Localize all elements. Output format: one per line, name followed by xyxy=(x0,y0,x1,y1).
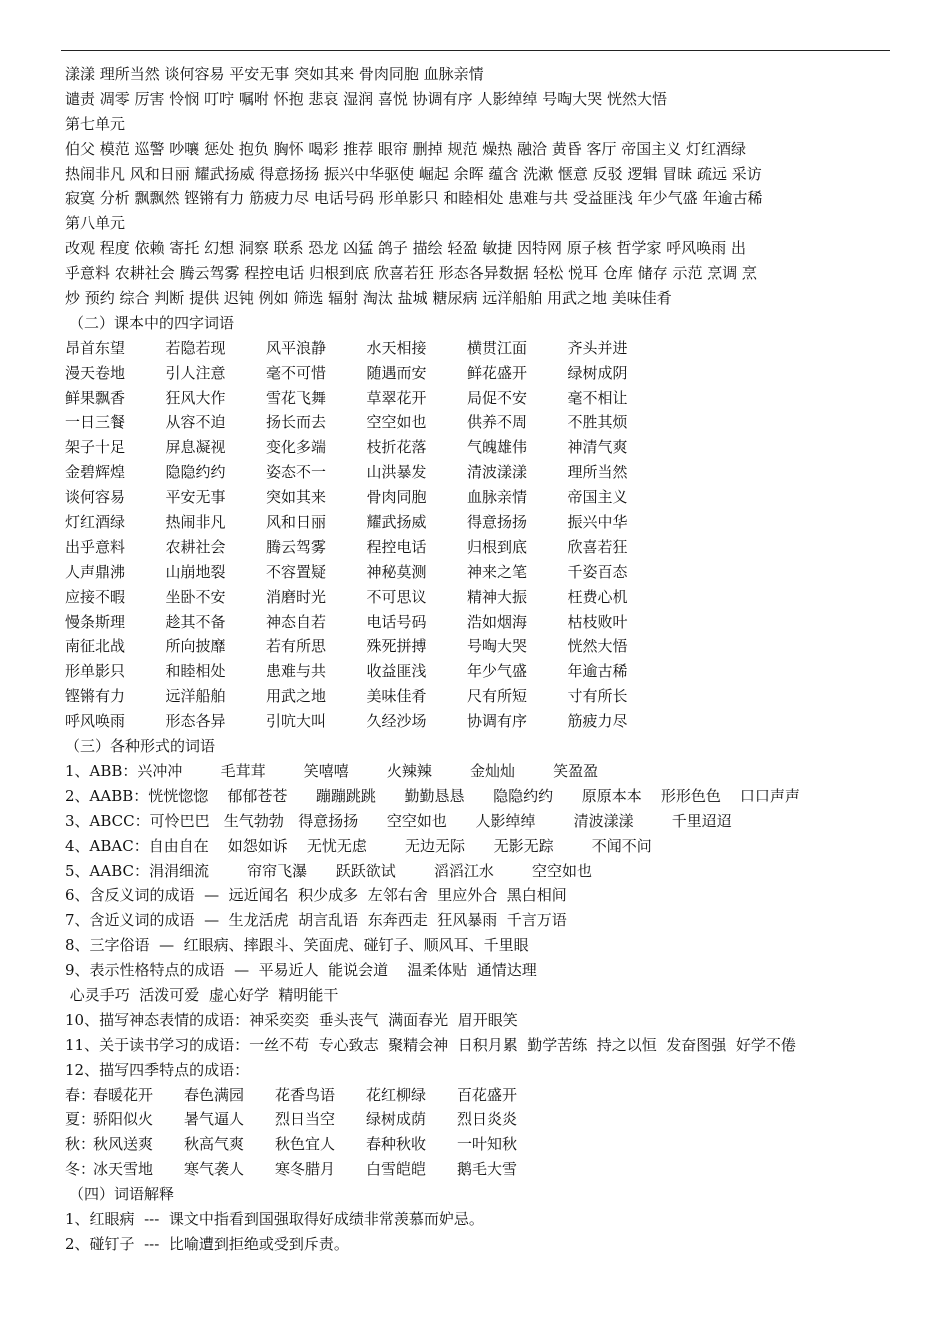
idiom-cell: 出乎意料 xyxy=(65,537,126,556)
idiom-cell: 热闹非凡 xyxy=(165,513,226,532)
season-row xyxy=(65,1083,890,1108)
idiom-cell: 筋疲力尽 xyxy=(567,712,628,731)
four-character-idiom-grid xyxy=(65,336,890,734)
idiom-cell: 殊死拼搏 xyxy=(366,637,427,656)
idiom-cell: 年少气盛 xyxy=(467,662,528,681)
idiom-cell: 腾云驾雾 xyxy=(266,537,327,556)
text-line: 乎意料 农耕社会 腾云驾雾 程控电话 归根到底 欣喜若狂 形态各异数据 轻松 悦耳 仓库 储存 示范 烹调 烹 xyxy=(65,264,757,283)
idiom-cell: 昂首东望 xyxy=(65,338,126,357)
idiom-cell: 寸有所长 xyxy=(567,687,628,706)
idiom-cell: 电话号码 xyxy=(366,612,427,631)
idiom-cell: 不容置疑 xyxy=(266,562,327,581)
text-line: 7、含近义词的成语 — 生龙活虎 胡言乱语 东奔西走 狂风暴雨 千言万语 xyxy=(65,911,567,930)
idiom-cell: 引人注意 xyxy=(165,363,226,382)
idiom-cell: 神来之笔 xyxy=(467,562,528,581)
unit8-title: 第八单元 xyxy=(65,214,126,233)
idiom-cell: 神态自若 xyxy=(266,612,327,631)
season-idiom: 烈日炎炎 xyxy=(457,1110,518,1129)
idiom-row xyxy=(65,410,890,435)
idiom-cell: 金碧辉煌 xyxy=(65,463,126,482)
season-idiom: 一叶知秋 xyxy=(457,1135,518,1154)
idiom-cell: 不胜其烦 xyxy=(567,413,628,432)
season-idiom: 寒冬腊月 xyxy=(275,1160,336,1179)
idiom-row xyxy=(65,560,890,585)
idiom-row xyxy=(65,460,890,485)
text-line: 2、碰钉子 --- 比喻遭到拒绝或受到斥责。 xyxy=(65,1234,349,1253)
text-line: 1、红眼病 --- 课文中指看到国强取得好成绩非常羡慕而妒忌。 xyxy=(65,1209,484,1228)
idiom-cell: 若有所思 xyxy=(266,637,327,656)
idiom-cell: 浩如烟海 xyxy=(467,612,528,631)
text-line: 11、关于读书学习的成语：一丝不苟 专心致志 聚精会神 日积月累 勤学苦练 持之以恒 发奋图强 好学不倦 xyxy=(65,1035,796,1054)
idiom-cell: 用武之地 xyxy=(266,687,327,706)
idiom-cell: 程控电话 xyxy=(366,537,427,556)
idiom-cell: 久经沙场 xyxy=(366,712,427,731)
idiom-cell: 呼风唤雨 xyxy=(65,712,126,731)
idiom-cell: 患难与共 xyxy=(266,662,327,681)
season-row xyxy=(65,1157,890,1182)
season-idiom: 花香鸟语 xyxy=(275,1085,336,1104)
idiom-cell: 神清气爽 xyxy=(567,438,628,457)
idiom-cell: 恍然大悟 xyxy=(567,637,628,656)
idiom-cell: 姿态不一 xyxy=(266,463,327,482)
idiom-cell: 扬长而去 xyxy=(266,413,327,432)
idiom-cell: 狂风大作 xyxy=(165,388,226,407)
idiom-row xyxy=(65,684,890,709)
idiom-cell: 风平浪静 xyxy=(266,338,327,357)
idiom-cell: 帝国主义 xyxy=(567,488,628,507)
idiom-cell: 气魄雄伟 xyxy=(467,438,528,457)
idiom-cell: 突如其来 xyxy=(266,488,327,507)
idiom-cell: 枉费心机 xyxy=(567,587,628,606)
idiom-row xyxy=(65,659,890,684)
idiom-cell: 引吭大叫 xyxy=(266,712,327,731)
idiom-cell: 鲜果飘香 xyxy=(65,388,126,407)
idiom-row xyxy=(65,510,890,535)
text-line: 5、AABC：涓涓细流 帘帘飞瀑 跃跃欲试 滔滔江水 空空如也 xyxy=(65,861,593,880)
season-idiom: 骄阳似火 xyxy=(93,1110,154,1129)
season-idiom: 秋风送爽 xyxy=(93,1135,154,1154)
idiom-row xyxy=(65,709,890,734)
text-line: 10、描写神态表情的成语：神采奕奕 垂头丧气 满面春光 眉开眼笑 xyxy=(65,1010,518,1029)
idiom-cell: 山洪暴发 xyxy=(366,463,427,482)
idiom-row xyxy=(65,585,890,610)
season-idiom: 寒气袭人 xyxy=(184,1160,245,1179)
idiom-cell: 千姿百态 xyxy=(567,562,628,581)
idiom-cell: 绿树成阴 xyxy=(567,363,628,382)
idiom-cell: 形单影只 xyxy=(65,662,126,681)
season-idiom: 花红柳绿 xyxy=(366,1085,427,1104)
text-line: 2、AABB：恍恍惚惚 郁郁苍苍 蹦蹦跳跳 勤勤恳恳 隐隐约约 原原本本 形形色色 口口声声 xyxy=(65,786,800,805)
idiom-cell: 水天相接 xyxy=(366,338,427,357)
idiom-row xyxy=(65,386,890,411)
idiom-cell: 平安无事 xyxy=(165,488,226,507)
season-idiom: 春暖花开 xyxy=(93,1085,154,1104)
idiom-cell: 归根到底 xyxy=(467,537,528,556)
season-idiom: 鹅毛大雪 xyxy=(457,1160,518,1179)
idiom-cell: 谈何容易 xyxy=(65,488,126,507)
idiom-cell: 号啕大哭 xyxy=(467,637,528,656)
idiom-cell: 空空如也 xyxy=(366,413,427,432)
season-label: 春： xyxy=(65,1085,96,1104)
text-line: 1、ABB：兴冲冲 毛茸茸 笑嘻嘻 火辣辣 金灿灿 笑盈盈 xyxy=(65,761,599,780)
idiom-cell: 协调有序 xyxy=(467,712,528,731)
idiom-cell: 随遇而安 xyxy=(366,363,427,382)
idiom-cell: 风和日丽 xyxy=(266,513,327,532)
season-idiom: 绿树成荫 xyxy=(366,1110,427,1129)
text-line: 热闹非凡 风和日丽 耀武扬威 得意扬扬 振兴中华驱使 崛起 余晖 蕴含 洗漱 惬意 反驳 逻辑 冒昧 疏远 采访 xyxy=(65,164,762,183)
idiom-row xyxy=(65,610,890,635)
season-row xyxy=(65,1132,890,1157)
idiom-cell: 山崩地裂 xyxy=(165,562,226,581)
idiom-cell: 应接不暇 xyxy=(65,587,126,606)
season-idiom: 冰天雪地 xyxy=(93,1160,154,1179)
idiom-cell: 毫不可惜 xyxy=(266,363,327,382)
season-idiom: 秋高气爽 xyxy=(184,1135,245,1154)
idiom-cell: 鲜花盛开 xyxy=(467,363,528,382)
idiom-cell: 理所当然 xyxy=(567,463,628,482)
season-idiom: 烈日当空 xyxy=(275,1110,336,1129)
idiom-cell: 变化多端 xyxy=(266,438,327,457)
season-row xyxy=(65,1107,890,1132)
idiom-cell: 所向披靡 xyxy=(165,637,226,656)
idiom-cell: 齐头并进 xyxy=(567,338,628,357)
idiom-cell: 收益匪浅 xyxy=(366,662,427,681)
header-rule xyxy=(61,50,890,51)
idiom-cell: 和睦相处 xyxy=(165,662,226,681)
section2-title: （二）课本中的四字词语 xyxy=(69,313,235,332)
idiom-cell: 振兴中华 xyxy=(567,513,628,532)
text-line: 8、三字俗语 — 红眼病、摔跟斗、笑面虎、碰钉子、顺风耳、千里眼 xyxy=(65,936,529,955)
document-page xyxy=(65,62,890,1257)
season-idiom-list xyxy=(65,1083,890,1183)
season-idiom: 百花盛开 xyxy=(457,1085,518,1104)
idiom-cell: 精神大振 xyxy=(467,587,528,606)
text-line: 心灵手巧 活泼可爱 虚心好学 精明能干 xyxy=(65,985,339,1004)
idiom-cell: 局促不安 xyxy=(467,388,528,407)
idiom-cell: 不可思议 xyxy=(366,587,427,606)
season-idiom: 暑气逼人 xyxy=(184,1110,245,1129)
text-line: 谴责 凋零 厉害 怜悯 叮咛 嘱咐 怀抱 悲哀 湿润 喜悦 协调有序 人影绰绰 号啕大哭 恍然大悟 xyxy=(65,89,667,108)
text-line: 9、表示性格特点的成语 — 平易近人 能说会道 温柔体贴 通情达理 xyxy=(65,961,537,980)
unit7-title: 第七单元 xyxy=(65,114,126,133)
text-line: 4、ABAC：自由自在 如怨如诉 无忧无虑 无边无际 无影无踪 不闻不问 xyxy=(65,836,652,855)
text-line: 12、描写四季特点的成语： xyxy=(65,1060,250,1079)
idiom-cell: 隐隐约约 xyxy=(165,463,226,482)
section4-title: （四）词语解释 xyxy=(69,1185,175,1204)
season-idiom: 春色满园 xyxy=(184,1085,245,1104)
text-line: 炒 预约 综合 判断 提供 迟钝 例如 筛选 辐射 淘汰 盐城 糖尿病 远洋船舶 用武之地 美味佳肴 xyxy=(65,289,672,308)
idiom-cell: 南征北战 xyxy=(65,637,126,656)
text-line: 3、ABCC：可怜巴巴 生气勃勃 得意扬扬 空空如也 人影绰绰 清波漾漾 千里迢迢 xyxy=(65,811,732,830)
idiom-cell: 农耕社会 xyxy=(165,537,226,556)
idiom-cell: 供养不周 xyxy=(467,413,528,432)
season-label: 夏： xyxy=(65,1110,96,1129)
idiom-cell: 坐卧不安 xyxy=(165,587,226,606)
season-label: 冬： xyxy=(65,1160,96,1179)
idiom-cell: 横贯江面 xyxy=(467,338,528,357)
text-line: 寂寞 分析 飘飘然 铿锵有力 筋疲力尽 电话号码 形单影只 和睦相处 患难与共 受益匪浅 年少气盛 年逾古稀 xyxy=(65,189,763,208)
idiom-cell: 枯枝败叶 xyxy=(567,612,628,631)
idiom-row xyxy=(65,435,890,460)
idiom-cell: 血脉亲情 xyxy=(467,488,528,507)
idiom-cell: 铿锵有力 xyxy=(65,687,126,706)
idiom-cell: 漫天卷地 xyxy=(65,363,126,382)
idiom-cell: 耀武扬威 xyxy=(366,513,427,532)
idiom-cell: 消磨时光 xyxy=(266,587,327,606)
idiom-row xyxy=(65,634,890,659)
idiom-cell: 灯红酒绿 xyxy=(65,513,126,532)
idiom-cell: 年逾古稀 xyxy=(567,662,628,681)
idiom-cell: 枝折花落 xyxy=(366,438,427,457)
idiom-cell: 欣喜若狂 xyxy=(567,537,628,556)
text-line: 漾漾 理所当然 谈何容易 平安无事 突如其来 骨肉同胞 血脉亲情 xyxy=(65,65,484,83)
idiom-cell: 骨肉同胞 xyxy=(366,488,427,507)
idiom-cell: 远洋船舶 xyxy=(165,687,226,706)
idiom-cell: 慢条斯理 xyxy=(65,612,126,631)
idiom-cell: 毫不相让 xyxy=(567,388,628,407)
idiom-row xyxy=(65,535,890,560)
season-idiom: 秋色宜人 xyxy=(275,1135,336,1154)
section3-title: （三）各种形式的词语 xyxy=(65,737,216,756)
idiom-cell: 美味佳肴 xyxy=(366,687,427,706)
idiom-cell: 屏息凝视 xyxy=(165,438,226,457)
idiom-cell: 雪花飞舞 xyxy=(266,388,327,407)
season-idiom: 春种秋收 xyxy=(366,1135,427,1154)
idiom-row xyxy=(65,361,890,386)
idiom-row xyxy=(65,336,890,361)
text-line: 伯父 模范 巡警 吵嚷 惩处 抱负 胸怀 喝彩 推荐 眼帘 删掉 规范 燥热 融洽 黄昏 客厅 帝国主义 灯红酒绿 xyxy=(65,139,747,158)
text-line: 6、含反义词的成语 — 远近闻名 积少成多 左邻右舍 里应外合 黑白相间 xyxy=(65,886,567,905)
season-idiom: 白雪皑皑 xyxy=(366,1160,427,1179)
idiom-cell: 尺有所短 xyxy=(467,687,528,706)
idiom-cell: 趁其不备 xyxy=(165,612,226,631)
idiom-cell: 形态各异 xyxy=(165,712,226,731)
idiom-cell: 人声鼎沸 xyxy=(65,562,126,581)
idiom-cell: 从容不迫 xyxy=(165,413,226,432)
idiom-cell: 得意扬扬 xyxy=(467,513,528,532)
idiom-cell: 若隐若现 xyxy=(165,338,226,357)
idiom-row xyxy=(65,485,890,510)
idiom-cell: 神秘莫测 xyxy=(366,562,427,581)
idiom-cell: 一日三餐 xyxy=(65,413,126,432)
season-label: 秋： xyxy=(65,1135,96,1154)
text-line: 改观 程度 依赖 寄托 幻想 洞察 联系 恐龙 凶猛 鸽子 描绘 轻盈 敏捷 因特网 原子核 哲学家 呼风唤雨 出 xyxy=(65,239,747,258)
idiom-cell: 清波漾漾 xyxy=(467,463,528,482)
idiom-cell: 架子十足 xyxy=(65,438,126,457)
idiom-cell: 草翠花开 xyxy=(366,388,427,407)
